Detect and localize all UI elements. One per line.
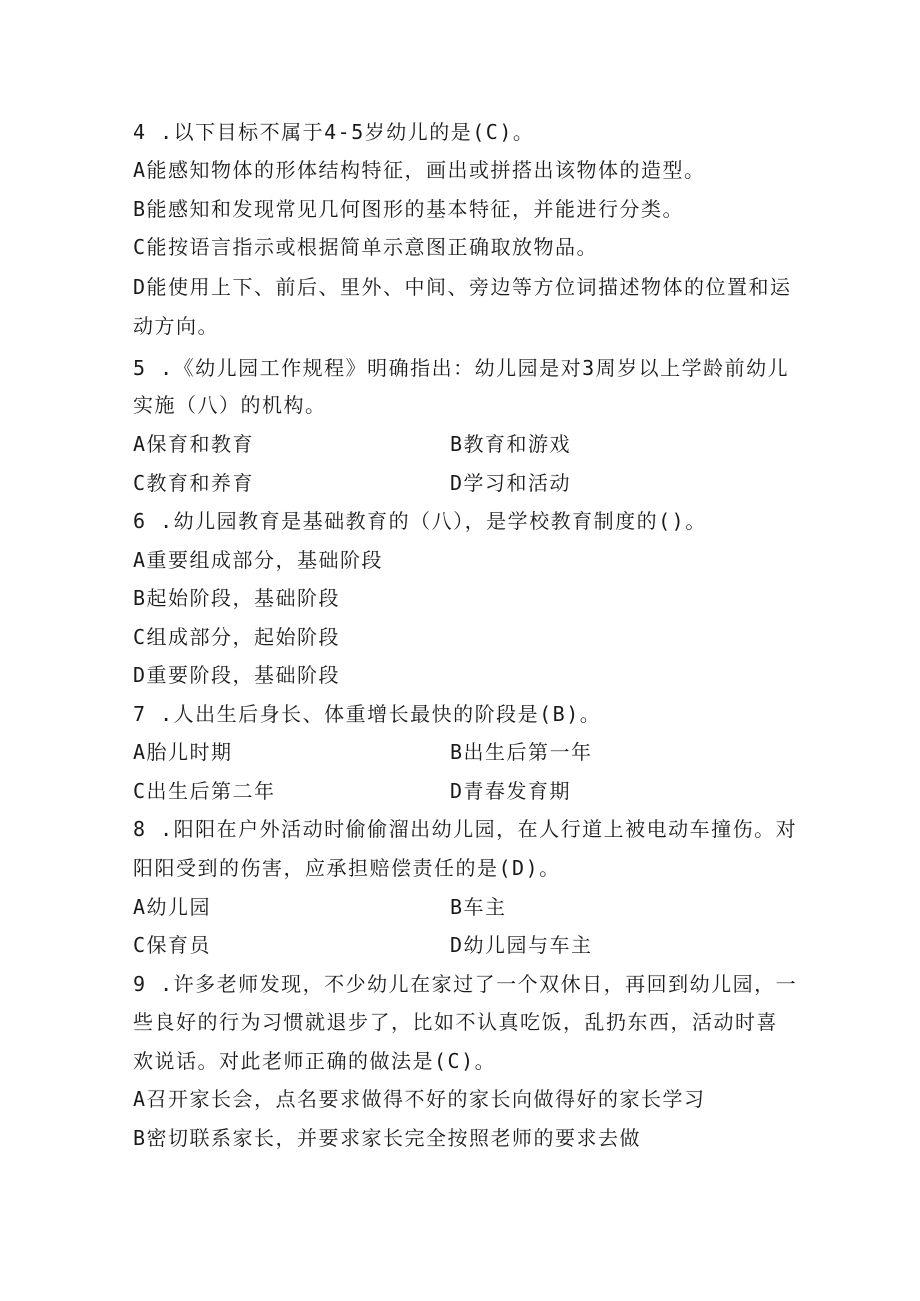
question-6-option-c: C组成部分，起始阶段 [133, 625, 341, 649]
question-4-stem: 4 .以下目标不属于4-5岁幼儿的是(C)。 [133, 120, 535, 144]
question-7-option-c: C出生后第二年 [133, 779, 276, 803]
question-7-stem: 7 .人出生后身长、体重增长最快的阶段是(B)。 [133, 702, 602, 726]
question-6-option-d: D重要阶段，基础阶段 [133, 663, 341, 687]
question-8-option-b: B车主 [450, 895, 507, 919]
question-8-options-row-2 [0, 933, 920, 957]
question-9-stem-continued-2: 欢说话。对此老师正确的做法是(C)。 [133, 1049, 497, 1073]
question-5-options-row-1 [0, 432, 920, 456]
question-5-options-row-2 [0, 471, 920, 495]
question-7-option-d: D青春发育期 [450, 779, 572, 803]
question-7-options-row-2 [0, 779, 920, 803]
question-6-stem: 6 .幼儿园教育是基础教育的（八），是学校教育制度的()。 [133, 509, 707, 533]
question-4-option-c: C能按语言指示或根据简单示意图正确取放物品。 [133, 235, 599, 259]
question-9-stem-continued-1: 些良好的行为习惯就退步了，比如不认真吃饭，乱扔东西，活动时喜 [133, 1010, 778, 1034]
question-9-option-a: A召开家长会，点名要求做得不好的家长向做得好的家长学习 [133, 1087, 706, 1111]
question-5-option-a: A保育和教育 [133, 432, 255, 456]
question-5-option-b: B教育和游戏 [450, 432, 572, 456]
question-8-option-a: A幼儿园 [133, 895, 212, 919]
question-7-options-row-1 [0, 740, 920, 764]
question-6-option-b: B起始阶段，基础阶段 [133, 586, 341, 610]
question-5-stem: 5 .《幼儿园工作规程》明确指出：幼儿园是对3周岁以上学龄前幼儿 [133, 356, 790, 380]
question-7-option-a: A胎儿时期 [133, 740, 233, 764]
question-9-option-b: B密切联系家长，并要求家长完全按照老师的要求去做 [133, 1126, 642, 1150]
question-8-stem-continued: 阳阳受到的伤害，应承担赔偿责任的是(D)。 [133, 856, 561, 880]
question-7-option-b: B出生后第一年 [450, 740, 593, 764]
question-5-option-c: C教育和养育 [133, 471, 255, 495]
question-5-option-d: D学习和活动 [450, 471, 572, 495]
question-6-option-a: A重要组成部分，基础阶段 [133, 548, 384, 572]
question-4-option-b: B能感知和发现常见几何图形的基本特征，并能进行分类。 [133, 197, 685, 221]
question-8-option-c: C保育员 [133, 933, 212, 957]
question-4-option-a: A能感知物体的形体结构特征，画出或拼搭出该物体的造型。 [133, 158, 706, 182]
question-8-stem: 8 .阳阳在户外活动时偷偷溜出幼儿园，在人行道上被电动车撞伤。对 [133, 817, 798, 841]
question-9-stem: 9 .许多老师发现，不少幼儿在家过了一个双休日，再回到幼儿园，一 [133, 972, 798, 996]
question-4-option-d: D能使用上下、前后、里外、中间、旁边等方位词描述物体的位置和运 [133, 275, 792, 299]
question-4-option-d-continued: 动方向。 [133, 314, 219, 338]
question-5-stem-continued: 实施（八）的机构。 [133, 393, 327, 417]
question-8-options-row-1 [0, 895, 920, 919]
question-8-option-d: D幼儿园与车主 [450, 933, 593, 957]
